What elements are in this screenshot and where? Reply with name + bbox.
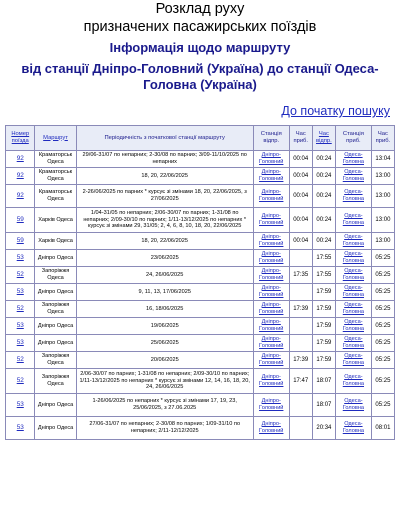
departure-station-cell <box>254 208 289 232</box>
arrival-time-final-cell: 05:25 <box>372 267 394 283</box>
arrival-station-link[interactable]: Одеса-Головна <box>342 169 365 182</box>
arrival-station-link[interactable]: Одеса-Головна <box>342 336 365 349</box>
arrival-station-link[interactable]: Одеса-Головна <box>342 234 365 247</box>
arrival-time-cell <box>290 318 312 334</box>
col-header-route[interactable]: Маршрут <box>35 126 75 150</box>
train-number-cell <box>6 233 34 249</box>
periodicity-cell: 18, 20, 22/06/2025 <box>77 233 253 249</box>
arrival-station-cell <box>336 250 371 266</box>
route-cell: Краматорськ Одеса <box>35 151 75 167</box>
departure-station-link[interactable]: Дніпро-Головний <box>259 319 284 332</box>
departure-time-cell: 18:07 <box>313 394 335 416</box>
departure-station-link[interactable]: Дніпро-Головний <box>259 374 284 387</box>
route-cell: Запоріжжя Одеса <box>35 369 75 393</box>
table-row <box>6 250 394 266</box>
train-number-cell <box>6 185 34 207</box>
arrival-time-cell: 00:04 <box>290 208 312 232</box>
departure-station-cell <box>254 318 289 334</box>
table-header-row <box>6 126 394 150</box>
departure-time-cell: 17:59 <box>313 352 335 368</box>
periodicity-cell: 20/06/2025 <box>77 352 253 368</box>
arrival-time-final-cell: 08:01 <box>372 417 394 439</box>
route-cell: Дніпро Одеса <box>35 394 75 416</box>
periodicity-cell: 1-26/06/2025 по непарних * курсує зі змінами 17, 19, 23, 25/06/2025, з 27.06.2025 <box>77 394 253 416</box>
train-number-link[interactable]: 59 <box>16 215 24 223</box>
arrival-time-final-cell: 05:25 <box>372 284 394 300</box>
departure-station-cell <box>254 301 289 317</box>
train-number-cell <box>6 284 34 300</box>
route-cell: Краматорськ Одеса <box>35 185 75 207</box>
table-row <box>6 369 394 393</box>
col-header-arr-time: Час приб. <box>290 126 312 150</box>
arrival-time-final-cell: 13:00 <box>372 208 394 232</box>
departure-time-cell: 00:24 <box>313 151 335 167</box>
arrival-time-cell: 17:39 <box>290 301 312 317</box>
arrival-time-cell <box>290 250 312 266</box>
table-row <box>6 267 394 283</box>
departure-station-cell <box>254 168 289 184</box>
arrival-station-cell <box>336 267 371 283</box>
departure-station-cell <box>254 267 289 283</box>
departure-station-cell <box>254 369 289 393</box>
train-number-link[interactable]: 52 <box>16 304 24 312</box>
departure-time-cell: 20:34 <box>313 417 335 439</box>
departure-station-link[interactable]: Дніпро-Головний <box>259 152 284 165</box>
table-row <box>6 284 394 300</box>
arrival-time-cell <box>290 335 312 351</box>
route-cell: Харків Одеса <box>35 208 75 232</box>
page-header <box>0 1 400 93</box>
train-number-cell <box>6 168 34 184</box>
departure-station-link[interactable]: Дніпро-Головний <box>259 213 284 226</box>
schedule-table <box>5 125 395 440</box>
arrival-time-cell: 00:04 <box>290 151 312 167</box>
departure-time-cell: 00:24 <box>313 185 335 207</box>
table-row <box>6 335 394 351</box>
back-to-search-link[interactable]: До початку пошуку <box>281 104 390 118</box>
train-number-link[interactable]: 53 <box>16 400 24 408</box>
arrival-station-cell <box>336 301 371 317</box>
departure-time-cell: 17:55 <box>313 267 335 283</box>
departure-station-cell <box>254 151 289 167</box>
departure-station-link[interactable]: Дніпро-Головний <box>259 234 284 247</box>
departure-station-cell <box>254 335 289 351</box>
route-cell: Дніпро Одеса <box>35 417 75 439</box>
arrival-station-link[interactable]: Одеса-Головна <box>342 189 365 202</box>
arrival-station-link[interactable]: Одеса-Головна <box>342 353 365 366</box>
train-number-link[interactable]: 59 <box>16 236 24 244</box>
table-row <box>6 318 394 334</box>
train-number-link[interactable]: 92 <box>16 171 24 179</box>
train-number-cell <box>6 369 34 393</box>
arrival-time-final-cell: 05:25 <box>372 318 394 334</box>
train-number-cell <box>6 318 34 334</box>
col-header-periodicity: Періодичність з початкової станції маршруту <box>77 126 253 150</box>
train-number-link[interactable]: 52 <box>16 270 24 278</box>
periodicity-cell: 9, 11, 13, 17/06/2025 <box>77 284 253 300</box>
route-title: від станції Дніпро-Головний (Україна) до станції Одеса-Головна (Україна) <box>21 61 379 92</box>
departure-time-cell: 17:59 <box>313 284 335 300</box>
departure-station-link[interactable]: Дніпро-Головний <box>259 302 284 315</box>
departure-station-link[interactable]: Дніпро-Головний <box>259 251 284 264</box>
train-number-cell <box>6 352 34 368</box>
departure-station-cell <box>254 352 289 368</box>
arrival-station-cell <box>336 168 371 184</box>
arrival-time-final-cell: 13:04 <box>372 151 394 167</box>
arrival-time-cell <box>290 417 312 439</box>
col-header-arr-station: Станція приб. <box>336 126 371 150</box>
periodicity-cell: 25/06/2025 <box>77 335 253 351</box>
table-row <box>6 151 394 167</box>
col-header-dep-station: Станція відпр. <box>254 126 289 150</box>
departure-time-cell: 17:55 <box>313 250 335 266</box>
info-title: Інформація щодо маршруту <box>109 40 291 55</box>
train-number-link[interactable]: 52 <box>16 355 24 363</box>
arrival-station-cell <box>336 233 371 249</box>
table-row <box>6 352 394 368</box>
periodicity-cell: 2/06-30/07 по парних; 1-31/08 по непарних; 2/09-30/10 по парних; 1/11-13/12/2025 по непарних * курсує зі змінами 12, 14, 16, 18, 20, 24, 26/06/2025 <box>77 369 253 393</box>
departure-station-link[interactable]: Дніпро-Головний <box>259 353 284 366</box>
train-number-cell <box>6 208 34 232</box>
train-number-link[interactable]: 53 <box>16 321 24 329</box>
periodicity-cell: 18, 20, 22/06/2025 <box>77 168 253 184</box>
arrival-time-cell: 17:35 <box>290 267 312 283</box>
departure-station-link[interactable]: Дніпро-Головний <box>259 336 284 349</box>
route-cell: Дніпро Одеса <box>35 250 75 266</box>
table-row <box>6 208 394 232</box>
arrival-station-cell <box>336 394 371 416</box>
table-row <box>6 394 394 416</box>
col-header-arr-time-2: Час приб. <box>372 126 394 150</box>
periodicity-cell: 27/06-31/07 по непарних; 2-30/08 по парних; 1/09-31/10 по непарних; 2/11-12/12/2025 <box>77 417 253 439</box>
departure-time-cell: 00:24 <box>313 208 335 232</box>
departure-station-cell <box>254 233 289 249</box>
arrival-station-cell <box>336 352 371 368</box>
periodicity-cell: 19/06/2025 <box>77 318 253 334</box>
route-cell: Дніпро Одеса <box>35 335 75 351</box>
page-title: Розклад руху <box>155 1 245 17</box>
arrival-time-final-cell: 13:00 <box>372 233 394 249</box>
departure-station-link[interactable]: Дніпро-Головний <box>259 421 284 434</box>
train-number-cell <box>6 394 34 416</box>
arrival-station-link[interactable]: Одеса-Головна <box>342 152 365 165</box>
route-cell: Запоріжжя Одеса <box>35 301 75 317</box>
departure-station-link[interactable]: Дніпро-Головний <box>259 285 284 298</box>
departure-time-cell: 00:24 <box>313 168 335 184</box>
arrival-station-cell <box>336 284 371 300</box>
arrival-time-final-cell: 05:25 <box>372 394 394 416</box>
arrival-station-cell <box>336 417 371 439</box>
arrival-station-cell <box>336 335 371 351</box>
route-cell: Дніпро Одеса <box>35 318 75 334</box>
departure-station-link[interactable]: Дніпро-Головний <box>259 189 284 202</box>
arrival-station-cell <box>336 185 371 207</box>
arrival-station-link[interactable]: Одеса-Головна <box>342 302 365 315</box>
train-number-link[interactable]: 52 <box>16 376 24 384</box>
arrival-time-cell: 00:04 <box>290 168 312 184</box>
arrival-station-link[interactable]: Одеса-Головна <box>342 251 365 264</box>
route-cell: Дніпро Одеса <box>35 284 75 300</box>
arrival-time-final-cell: 05:25 <box>372 250 394 266</box>
periodicity-cell: 23/06/2025 <box>77 250 253 266</box>
arrival-station-cell <box>336 151 371 167</box>
col-header-num[interactable]: Номер поїзда <box>6 126 34 150</box>
arrival-time-final-cell: 13:00 <box>372 185 394 207</box>
arrival-time-final-cell: 05:25 <box>372 335 394 351</box>
arrival-station-link[interactable]: Одеса-Головна <box>342 268 365 281</box>
arrival-station-cell <box>336 208 371 232</box>
page-subtitle: призначених пасажирських поїздів <box>83 19 317 35</box>
train-number-link[interactable]: 53 <box>16 287 24 295</box>
departure-station-link[interactable]: Дніпро-Головний <box>259 398 284 411</box>
periodicity-cell: 29/06-31/07 по непарних; 2-30/08 по парних; 3/09-11/10/2025 по непарних <box>77 151 253 167</box>
departure-time-cell: 18:07 <box>313 369 335 393</box>
arrival-station-link[interactable]: Одеса-Головна <box>342 374 365 387</box>
train-number-cell <box>6 267 34 283</box>
periodicity-cell: 24, 26/06/2025 <box>77 267 253 283</box>
departure-station-cell <box>254 250 289 266</box>
train-number-cell <box>6 301 34 317</box>
departure-station-link[interactable]: Дніпро-Головний <box>259 268 284 281</box>
arrival-station-link[interactable]: Одеса-Головна <box>342 319 365 332</box>
departure-station-cell <box>254 417 289 439</box>
route-cell: Харків Одеса <box>35 233 75 249</box>
train-number-link[interactable]: 53 <box>16 253 24 261</box>
arrival-time-final-cell: 05:25 <box>372 301 394 317</box>
train-number-link[interactable]: 53 <box>16 423 24 431</box>
train-number-cell <box>6 151 34 167</box>
route-cell: Запоріжжя Одеса <box>35 352 75 368</box>
departure-time-cell: 00:24 <box>313 233 335 249</box>
departure-time-cell: 17:59 <box>313 335 335 351</box>
arrival-station-link[interactable]: Одеса-Головна <box>342 213 365 226</box>
periodicity-cell: 16, 18/06/2025 <box>77 301 253 317</box>
route-cell: Запоріжжя Одеса <box>35 267 75 283</box>
arrival-station-link[interactable]: Одеса-Головна <box>342 421 365 434</box>
train-number-cell <box>6 335 34 351</box>
arrival-time-cell: 00:04 <box>290 233 312 249</box>
table-row <box>6 185 394 207</box>
arrival-station-cell <box>336 318 371 334</box>
train-number-cell <box>6 417 34 439</box>
periodicity-cell: 1/04-31/05 по непарних; 2/06-30/07 по парних; 1-31/08 по непарних; 2/09-30/10 по парних; 1/11-13/12/2025 по непарних * курсує зі змінами 29, 31/05; 2, 4, 6, 8, 10, 18, 20, 22/06/2025 <box>77 208 253 232</box>
departure-station-cell <box>254 185 289 207</box>
departure-station-cell <box>254 394 289 416</box>
train-number-link[interactable]: 53 <box>16 338 24 346</box>
route-cell: Краматорськ Одеса <box>35 168 75 184</box>
arrival-time-cell <box>290 284 312 300</box>
arrival-time-cell: 00:04 <box>290 185 312 207</box>
arrival-station-cell <box>336 369 371 393</box>
arrival-time-final-cell: 13:00 <box>372 168 394 184</box>
arrival-time-cell: 17:39 <box>290 352 312 368</box>
table-row <box>6 233 394 249</box>
train-number-link[interactable]: 92 <box>16 154 24 162</box>
periodicity-cell: 2-26/06/2025 по парних * курсує зі змінами 18, 20, 22/06/2025, з 27/06/2025 <box>77 185 253 207</box>
arrival-time-cell: 17:47 <box>290 369 312 393</box>
table-row <box>6 417 394 439</box>
train-number-link[interactable]: 92 <box>16 191 24 199</box>
arrival-station-link[interactable]: Одеса-Головна <box>342 398 365 411</box>
arrival-time-final-cell: 05:25 <box>372 369 394 393</box>
arrival-time-final-cell: 05:25 <box>372 352 394 368</box>
departure-time-cell: 17:59 <box>313 301 335 317</box>
departure-station-cell <box>254 284 289 300</box>
train-number-cell <box>6 250 34 266</box>
arrival-station-link[interactable]: Одеса-Головна <box>342 285 365 298</box>
table-row <box>6 301 394 317</box>
departure-station-link[interactable]: Дніпро-Головний <box>259 169 284 182</box>
arrival-time-cell <box>290 394 312 416</box>
col-header-dep-time[interactable]: Час відпр. <box>313 126 335 150</box>
departure-time-cell: 17:59 <box>313 318 335 334</box>
table-row <box>6 168 394 184</box>
